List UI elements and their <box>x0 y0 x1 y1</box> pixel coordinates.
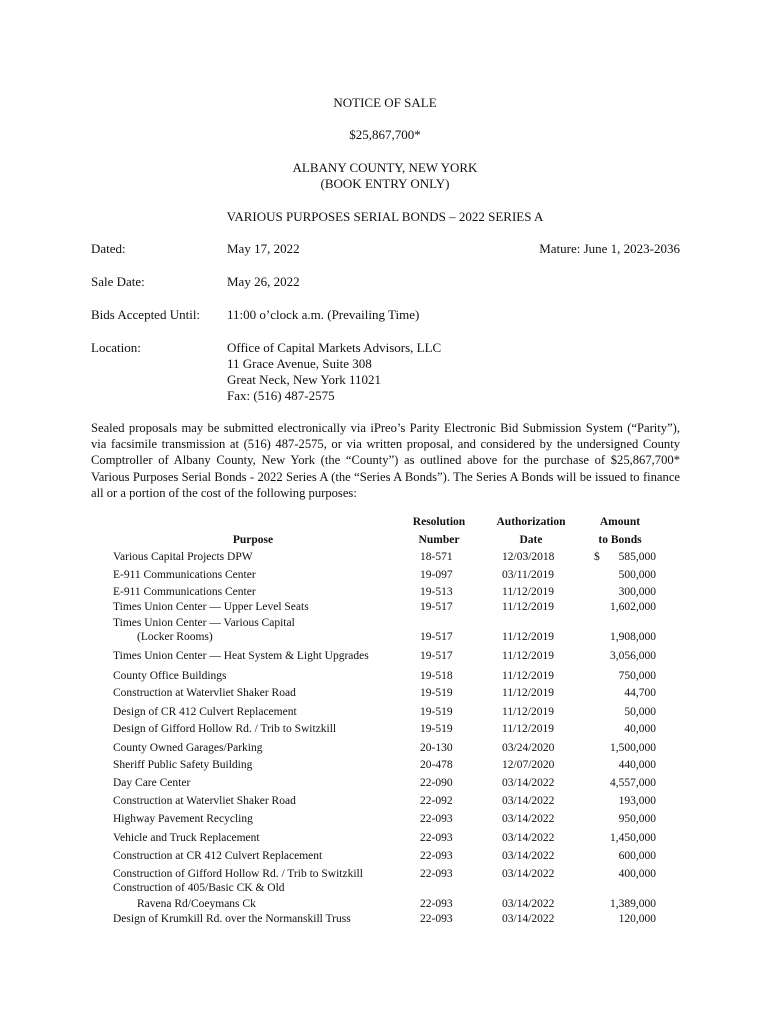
header-resolution-line1: Resolution <box>412 516 466 528</box>
address-line: Office of Capital Markets Advisors, LLC <box>227 340 442 355</box>
row-purpose: Construction of Gifford Hollow Rd. / Trib to Switzkill <box>113 868 363 880</box>
row-purpose: Times Union Center — Various Capital <box>113 617 295 629</box>
row-purpose: E-911 Communications Center <box>113 586 256 598</box>
row-amount: 1,500,000 <box>610 742 656 754</box>
location-address <box>227 340 441 404</box>
row-date: 12/07/2020 <box>502 759 555 771</box>
row-purpose: County Office Buildings <box>113 670 227 682</box>
header-authorization <box>484 513 578 549</box>
row-purpose: Construction at Watervliet Shaker Road <box>113 687 296 699</box>
row-amount: 1,389,000 <box>610 898 656 910</box>
row-resolution: 19-518 <box>420 670 453 682</box>
row-amount: 1,908,000 <box>610 631 656 643</box>
row-date: 11/12/2019 <box>502 706 554 718</box>
dated-value: May 17, 2022 <box>227 241 300 256</box>
row-purpose: Highway Pavement Recycling <box>113 813 253 825</box>
row-resolution: 18-571 <box>420 551 453 563</box>
header-amount-line1: Amount <box>599 516 641 528</box>
row-amount: 585,000 <box>618 551 656 563</box>
issuer-name: ALBANY COUNTY, NEW YORK <box>292 160 478 175</box>
book-entry-note: (BOOK ENTRY ONLY) <box>320 176 450 191</box>
address-line: Great Neck, New York 11021 <box>227 372 382 387</box>
row-amount: 44,700 <box>624 687 656 699</box>
row-resolution: 20-478 <box>420 759 453 771</box>
row-resolution: 19-517 <box>420 601 453 613</box>
row-date: 11/12/2019 <box>502 687 554 699</box>
row-date: 03/14/2022 <box>502 832 555 844</box>
row-date: 03/14/2022 <box>502 850 555 862</box>
notice-title: NOTICE OF SALE <box>333 95 437 110</box>
row-amount: 440,000 <box>618 759 656 771</box>
maturity-range: Mature: June 1, 2023-2036 <box>539 241 680 256</box>
row-resolution: 22-093 <box>420 813 453 825</box>
row-date: 11/12/2019 <box>502 586 554 598</box>
row-purpose: Design of Gifford Hollow Rd. / Trib to Switzkill <box>113 723 337 735</box>
offering-amount: $25,867,700* <box>349 127 421 142</box>
row-resolution: 22-092 <box>420 795 453 807</box>
row-purpose: Design of Krumkill Rd. over the Normanskill Truss <box>113 913 351 925</box>
row-amount: 950,000 <box>618 813 656 825</box>
header-authorization-line1: Authorization <box>496 516 566 528</box>
row-purpose: Design of CR 412 Culvert Replacement <box>113 706 297 718</box>
row-amount: 1,450,000 <box>610 832 656 844</box>
row-amount: 50,000 <box>624 706 656 718</box>
row-date: 11/12/2019 <box>502 650 554 662</box>
row-amount: 600,000 <box>618 850 656 862</box>
row-resolution: 19-517 <box>420 650 453 662</box>
row-amount: 3,056,000 <box>610 650 656 662</box>
row-resolution: 22-093 <box>420 913 453 925</box>
row-purpose: Times Union Center — Heat System & Light Upgrades <box>113 650 369 662</box>
row-purpose: Various Capital Projects DPW <box>113 551 253 563</box>
header-authorization-line2: Date <box>519 534 543 546</box>
row-purpose-continuation: Ravena Rd/Coeymans Ck <box>137 898 256 910</box>
row-purpose-continuation: (Locker Rooms) <box>137 631 213 643</box>
row-resolution: 19-519 <box>420 723 453 735</box>
dated-label: Dated: <box>91 241 126 256</box>
header-amount-line2: to Bonds <box>598 534 642 546</box>
row-purpose: Times Union Center — Upper Level Seats <box>113 601 309 613</box>
row-dollar-sign: $ <box>594 551 600 563</box>
header-purpose: Purpose <box>232 534 274 546</box>
row-amount: 300,000 <box>618 586 656 598</box>
row-amount: 750,000 <box>618 670 656 682</box>
row-date: 03/14/2022 <box>502 777 555 789</box>
row-amount: 193,000 <box>618 795 656 807</box>
row-resolution: 22-093 <box>420 868 453 880</box>
row-purpose: Construction at CR 412 Culvert Replacement <box>113 850 323 862</box>
row-resolution: 22-093 <box>420 898 453 910</box>
row-amount: 120,000 <box>618 913 656 925</box>
location-label: Location: <box>91 340 141 355</box>
row-date: 11/12/2019 <box>502 670 554 682</box>
bids-value: 11:00 o’clock a.m. (Prevailing Time) <box>227 307 420 322</box>
sale-date-label: Sale Date: <box>91 274 145 289</box>
row-date: 03/14/2022 <box>502 913 555 925</box>
row-purpose: Construction of 405/Basic CK & Old <box>113 882 285 894</box>
row-purpose: Day Care Center <box>113 777 191 789</box>
row-date: 11/12/2019 <box>502 631 554 643</box>
address-line: Fax: (516) 487-2575 <box>227 388 335 403</box>
body-paragraph: Sealed proposals may be submitted electronically via iPreo’s Parity Electronic Bid Submission System (“Parity”), via facsimile transmission at (516) 487-2575, or via written proposal, and considered by the undersigned County Comptroller of Albany County, New York (the “County”) as outlined above for the purchase of $25,867,700* Various Purposes Serial Bonds - 2022 Series A (the “Series A Bonds”). The Series A Bonds will be issued to finance all or a portion of the cost of the following purposes: <box>91 421 680 500</box>
row-date: 11/12/2019 <box>502 723 554 735</box>
row-resolution: 19-097 <box>420 569 453 581</box>
sale-date-value: May 26, 2022 <box>227 274 300 289</box>
row-purpose: E-911 Communications Center <box>113 569 256 581</box>
row-date: 11/12/2019 <box>502 601 554 613</box>
bond-name: VARIOUS PURPOSES SERIAL BONDS – 2022 SERIES A <box>226 209 544 224</box>
row-date: 03/14/2022 <box>502 813 555 825</box>
row-resolution: 20-130 <box>420 742 453 754</box>
row-resolution: 19-519 <box>420 706 453 718</box>
row-date: 12/03/2018 <box>502 551 555 563</box>
header-resolution-line2: Number <box>418 534 460 546</box>
row-date: 03/11/2019 <box>502 569 554 581</box>
row-resolution: 19-513 <box>420 586 453 598</box>
row-resolution: 22-093 <box>420 850 453 862</box>
bids-label: Bids Accepted Until: <box>91 307 201 322</box>
row-date: 03/14/2022 <box>502 795 555 807</box>
row-purpose: Vehicle and Truck Replacement <box>113 832 260 844</box>
row-amount: 1,602,000 <box>610 601 656 613</box>
header-amount <box>582 513 658 549</box>
row-resolution: 22-093 <box>420 832 453 844</box>
row-date: 03/14/2022 <box>502 898 555 910</box>
row-resolution: 19-519 <box>420 687 453 699</box>
row-resolution: 22-090 <box>420 777 453 789</box>
row-amount: 40,000 <box>624 723 656 735</box>
row-date: 03/24/2020 <box>502 742 555 754</box>
row-date: 03/14/2022 <box>502 868 555 880</box>
header-resolution <box>398 513 480 549</box>
row-purpose: Construction at Watervliet Shaker Road <box>113 795 296 807</box>
row-amount: 4,557,000 <box>610 777 656 789</box>
row-resolution: 19-517 <box>420 631 453 643</box>
row-amount: 400,000 <box>618 868 656 880</box>
row-purpose: Sheriff Public Safety Building <box>113 759 253 771</box>
address-line: 11 Grace Avenue, Suite 308 <box>227 356 372 371</box>
row-purpose: County Owned Garages/Parking <box>113 742 263 754</box>
row-amount: 500,000 <box>618 569 656 581</box>
